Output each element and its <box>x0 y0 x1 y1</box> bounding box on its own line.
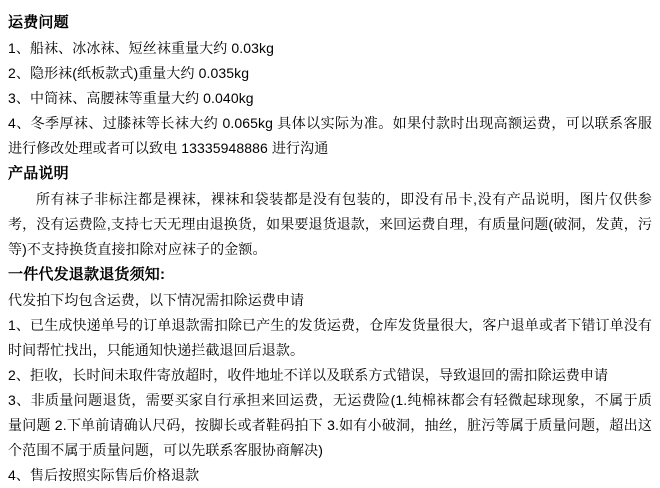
section-heading: 一件代发退款退货须知: <box>8 266 166 283</box>
section-product-description <box>8 161 652 262</box>
list-item: 1、已生成快递单号的订单退款需扣除已产生的发货运费，仓库发货量很大，客户退单或者下错订单没有时间帮忙找出，只能通知快递拦截退回后退款。 <box>8 317 652 358</box>
list-item: 2、拒收，长时间未取件寄放超时，收件地址不详以及联系方式错误，导致退回的需扣除运费申请 <box>8 367 609 383</box>
section-dropship-refund-notice <box>8 262 652 488</box>
list-item: 4、售后按照实际售后价格退款 <box>8 467 200 483</box>
paragraph: 所有袜子非标注都是裸袜，裸袜和袋装都是没有包装的，即没有吊卡,没有产品说明，图片仅供参考，没有运费险,支持七天无理由退换货，如果要退货退款，来回运费自理，有质量问题(破洞，发黄，污等)不支持换货直接扣除对应袜子的金额。 <box>8 191 652 257</box>
list-item: 2、隐形袜(纸板款式)重量大约 0.035kg <box>8 65 250 81</box>
section-heading: 运费问题 <box>8 14 69 31</box>
list-item: 3、中筒袜、高腰袜等重量大约 0.040kg <box>8 90 254 106</box>
section-shipping-issues <box>8 10 652 161</box>
list-item: 3、非质量问题退货，需要买家自行承担来回运费，无运费险(1.纯棉袜都会有轻微起球现象，不属于质量问题 2.下单前请确认尺码，按脚长或者鞋码拍下 3.如有小破洞，抽丝，脏污等属于质量问题，超出这个范围不属于质量问题，可以先联系客服协商解决) <box>8 392 652 458</box>
list-item: 4、冬季厚袜、过膝袜等长袜大约 0.065kg 具体以实际为准。如果付款时出现高额运费，可以联系客服进行修改处理或者可以致电 13335948886 进行沟通 <box>8 115 652 156</box>
list-item: 1、船袜、冰冰袜、短丝袜重量大约 0.03kg <box>8 40 275 56</box>
section-heading: 产品说明 <box>8 165 69 182</box>
paragraph: 代发拍下均包含运费，以下情况需扣除运费申请 <box>8 292 305 308</box>
